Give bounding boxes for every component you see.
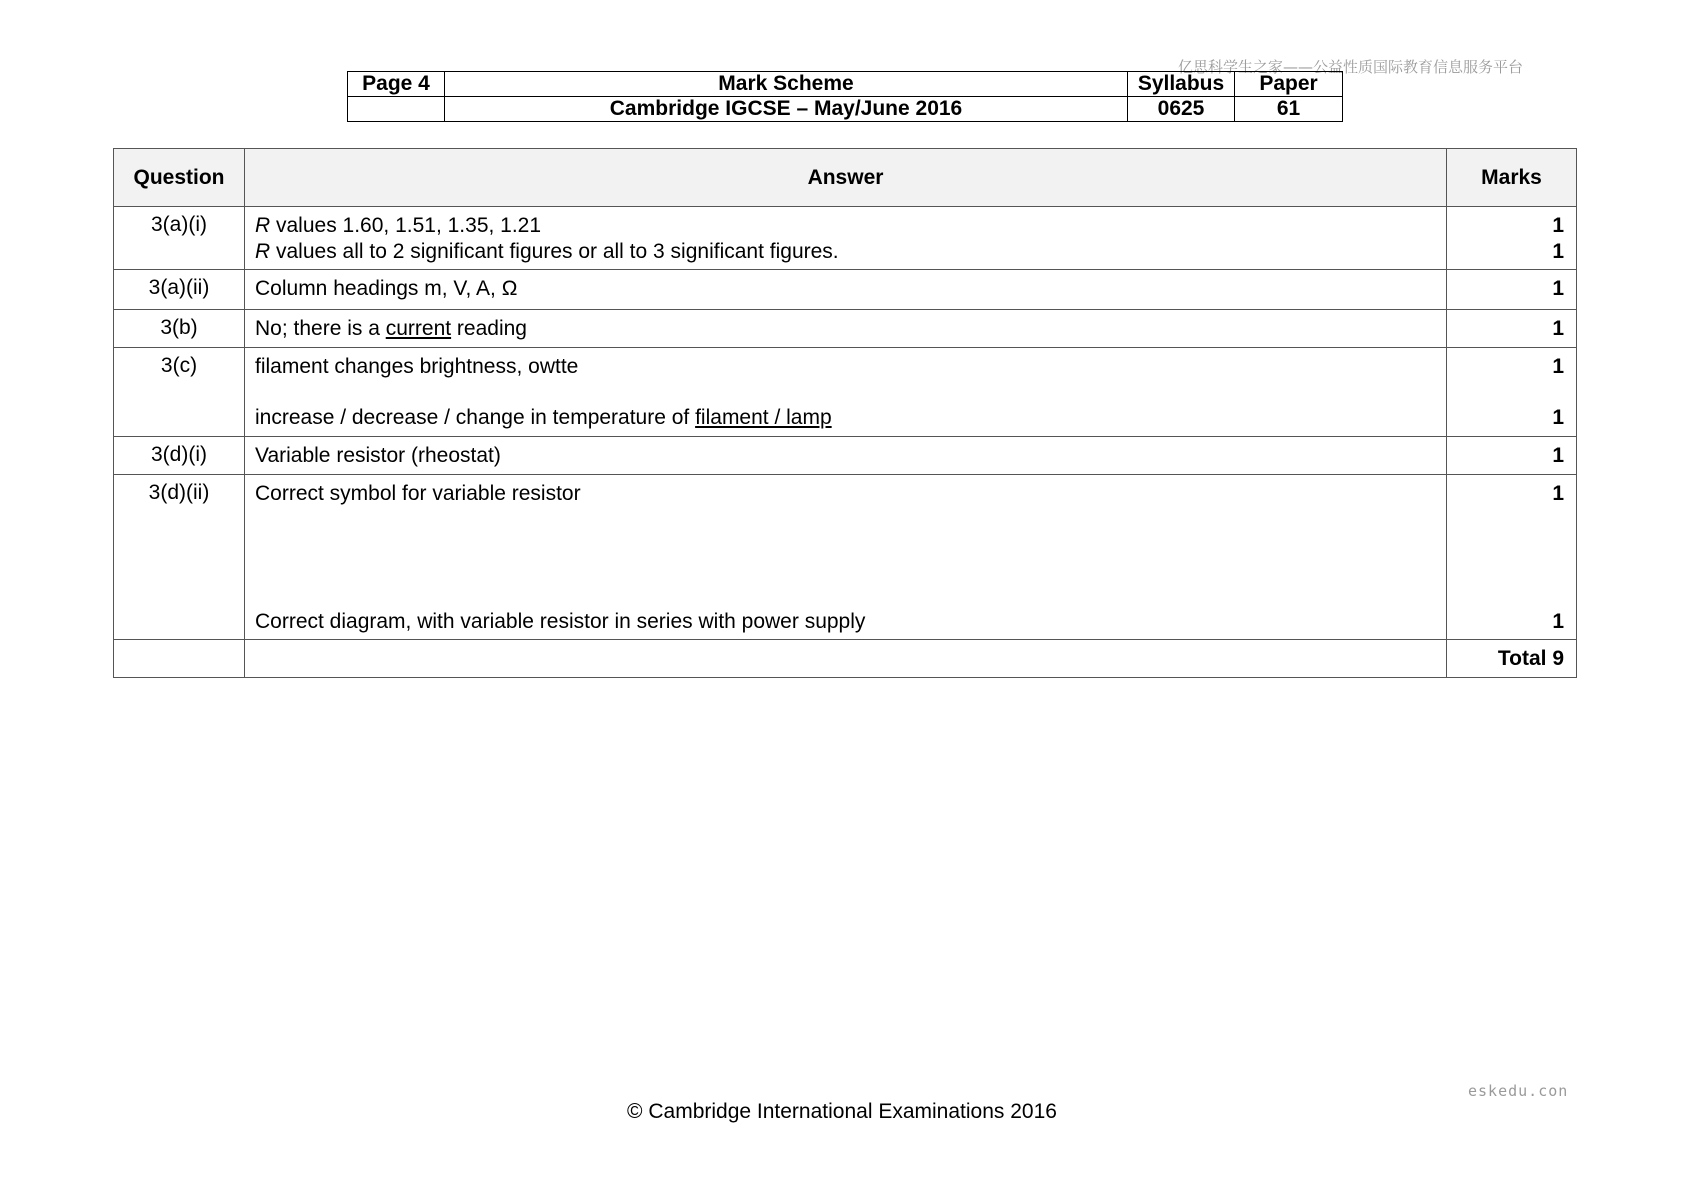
answer-cell: [245, 207, 1447, 270]
answer-line: [255, 213, 1436, 239]
page-number: Page 4: [348, 72, 445, 97]
answer-cell: [245, 475, 1447, 640]
empty-cell: [114, 640, 245, 678]
symbol-r: R: [255, 214, 271, 237]
column-header-marks: Marks: [1447, 149, 1577, 207]
mark-scheme-table: [113, 148, 1577, 678]
answer-cell: [245, 270, 1447, 310]
answer-text: reading: [451, 317, 527, 340]
question-id: 3(d)(i): [114, 437, 245, 475]
answer-underlined-text: filament / lamp: [695, 406, 832, 429]
total-row: [114, 640, 1577, 678]
mark-value: 1: [1552, 317, 1564, 340]
table-row: [114, 437, 1577, 475]
page-blank-cell: [348, 97, 445, 122]
mark-value: 1: [1552, 610, 1564, 633]
mark-value: 1: [1552, 406, 1564, 429]
syllabus-label: Syllabus: [1128, 72, 1235, 97]
question-id: 3(c): [114, 348, 245, 437]
table-row: [114, 348, 1577, 437]
mark-value: 1: [1552, 482, 1564, 505]
mark-value: 1: [1552, 240, 1564, 263]
paper-label: Paper: [1235, 72, 1343, 97]
total-marks-cell: [1447, 640, 1577, 678]
mark-value: 1: [1552, 214, 1564, 237]
table-row: [114, 310, 1577, 348]
total-marks: Total 9: [1497, 647, 1564, 670]
paper-number: 61: [1235, 97, 1343, 122]
answer-text: values 1.60, 1.51, 1.35, 1.21: [270, 214, 542, 237]
answer-text: Correct symbol for variable resistor: [255, 482, 581, 505]
question-id: 3(a)(i): [114, 207, 245, 270]
answer-text: Variable resistor (rheostat): [255, 444, 501, 467]
answer-line: [255, 316, 1436, 342]
question-id: 3(b): [114, 310, 245, 348]
marks-cell: [1447, 270, 1577, 310]
question-id: 3(a)(ii): [114, 270, 245, 310]
answer-cell: [245, 437, 1447, 475]
marks-cell: [1447, 437, 1577, 475]
table-header-row: [114, 149, 1577, 207]
syllabus-code: 0625: [1128, 97, 1235, 122]
marks-cell: [1447, 348, 1577, 437]
header-table: [347, 71, 1343, 122]
table-row: [114, 207, 1577, 270]
table-row: [114, 475, 1577, 640]
answer-text: Correct diagram, with variable resistor in series with power supply: [255, 610, 866, 633]
watermark-top: 亿思科学生之家——公益性质国际教育信息服务平台: [1178, 58, 1524, 76]
document-title: Mark Scheme: [445, 72, 1128, 97]
answer-line: [255, 405, 1436, 431]
copyright-footer: © Cambridge International Examinations 2016: [627, 1100, 1057, 1123]
symbol-r: R: [255, 240, 271, 263]
answer-text: No; there is a: [255, 317, 386, 340]
watermark-bottom: eskedu.con: [1468, 1082, 1569, 1100]
marks-cell: [1447, 207, 1577, 270]
mark-value: 1: [1552, 444, 1564, 467]
empty-cell: [245, 640, 1447, 678]
mark-value: 1: [1552, 277, 1564, 300]
document-subtitle: Cambridge IGCSE – May/June 2016: [445, 97, 1128, 122]
column-header-question: Question: [114, 149, 245, 207]
column-header-answer: Answer: [245, 149, 1447, 207]
answer-underlined-text: current: [385, 317, 452, 340]
answer-cell: [245, 310, 1447, 348]
table-row: [114, 270, 1577, 310]
answer-text: Column headings m, V, A, Ω: [255, 277, 518, 300]
answer-cell: [245, 348, 1447, 437]
question-id: 3(d)(ii): [114, 475, 245, 640]
marks-cell: [1447, 310, 1577, 348]
answer-text: values all to 2 significant figures or all to 3 significant figures.: [270, 240, 839, 263]
marks-cell: [1447, 475, 1577, 640]
answer-text: filament changes brightness, owtte: [255, 355, 579, 378]
answer-line: [255, 239, 1436, 265]
answer-text: increase / decrease / change in temperature of: [255, 406, 696, 429]
mark-value: 1: [1552, 355, 1564, 378]
